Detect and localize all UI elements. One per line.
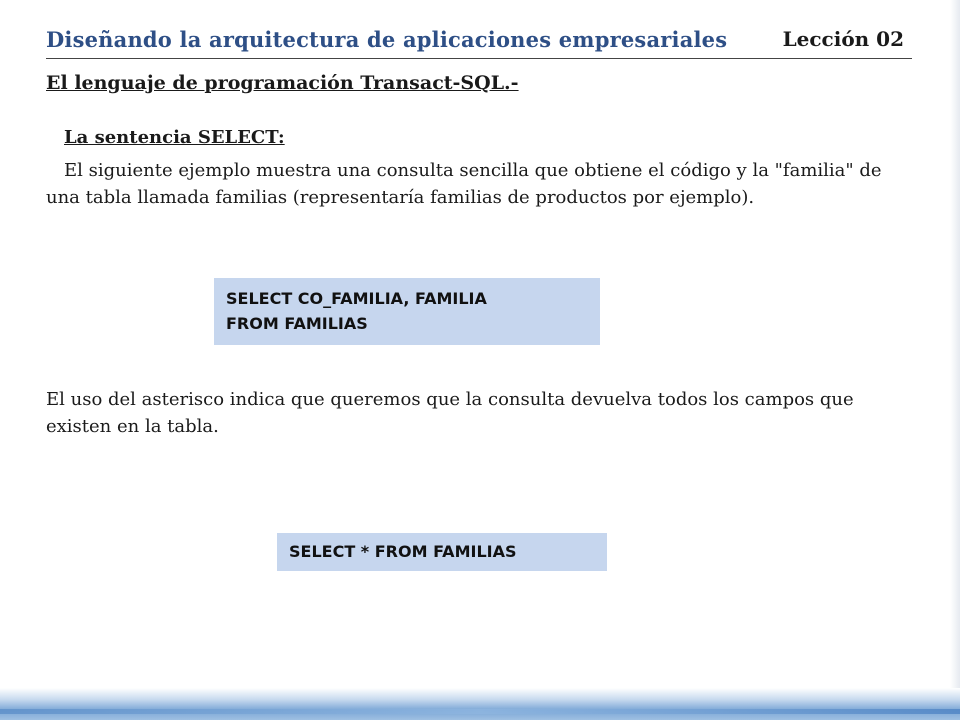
footer-band [0, 688, 960, 720]
lesson-number: Lección 02 [782, 27, 904, 51]
footer-strip [0, 709, 960, 714]
code-line: FROM FAMILIAS [226, 314, 368, 333]
intro-paragraph: El siguiente ejemplo muestra una consulta sencilla que obtiene el código y la "familia" de una tabla llamada familias (representaría familias de productos por ejemplo). [46, 160, 882, 208]
page-edge-shadow [950, 0, 960, 720]
subsection-title: La sentencia SELECT: [64, 127, 285, 148]
code-line: SELECT CO_FAMILIA, FAMILIA [226, 289, 487, 308]
slide-header [46, 22, 912, 59]
code-example-select-columns [214, 278, 600, 345]
code-line: SELECT * FROM FAMILIAS [289, 542, 517, 561]
asterisk-paragraph: El uso del asterisco indica que queremos que la consulta devuelva todos los campos que existen en la tabla. [46, 389, 854, 437]
header-title: Diseñando la arquitectura de aplicaciones empresariales [46, 27, 728, 52]
section-title: El lenguaje de programación Transact-SQL.- [46, 72, 519, 94]
code-example-select-all [277, 533, 607, 571]
